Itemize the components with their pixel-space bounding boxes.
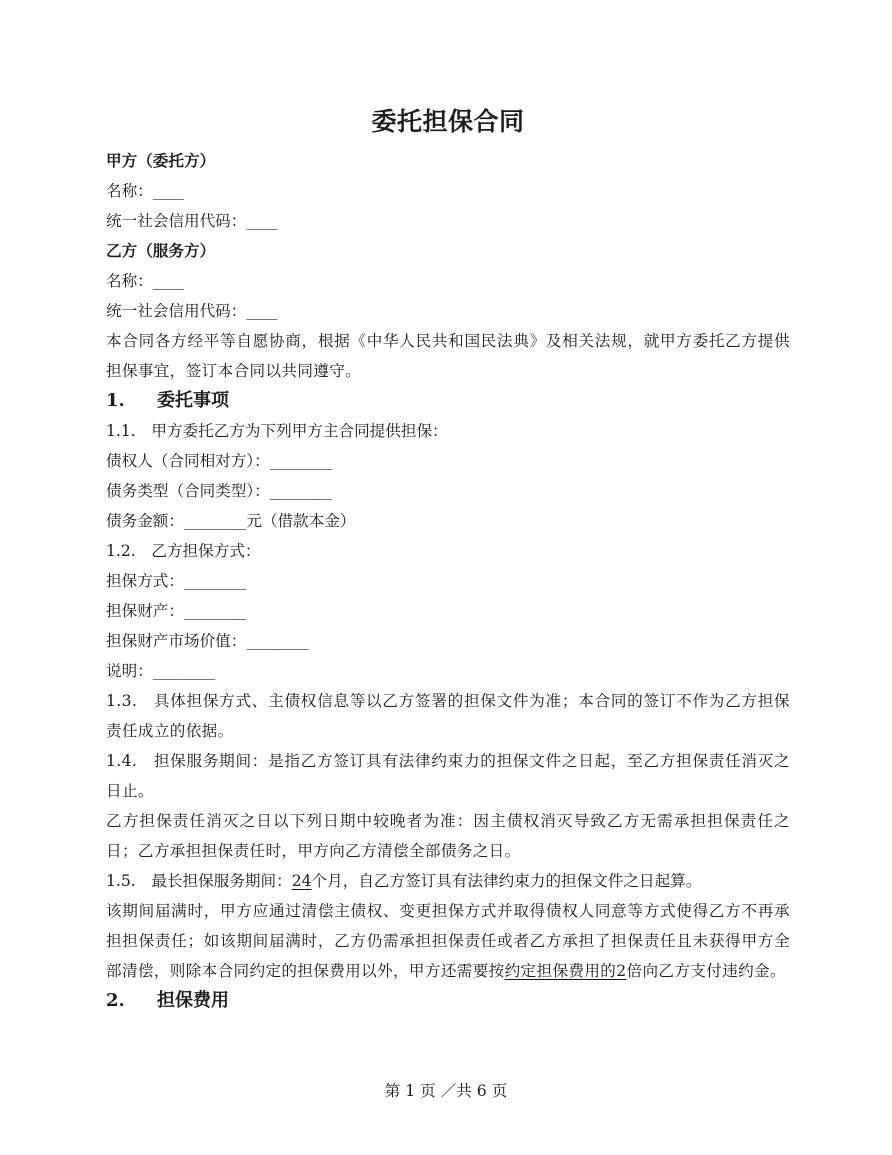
party-b-name: 名称：____ xyxy=(106,272,184,290)
clause-1-5 xyxy=(106,866,790,896)
clause-1-4-extra: 乙方担保责任消灭之日以下列日期中较晚者为准：因主债权消灭导致乙方无需承担担保责任之日；乙方承担担保责任时，甲方向乙方清偿全部债务之日。 xyxy=(106,812,790,860)
section-2-title: 担保费用 xyxy=(157,990,229,1011)
party-a-heading: 甲方（委托方） xyxy=(106,151,216,170)
section-2-number: 2. xyxy=(106,990,125,1011)
document-body xyxy=(106,146,790,1016)
clause-1-5-para-b: 倍向乙方支付违约金。 xyxy=(626,962,786,980)
document-title: 委托担保合同 xyxy=(371,107,525,136)
party-b-heading: 乙方（服务方） xyxy=(106,241,216,260)
clause-1-5-para-underlined: 约定担保费用的2 xyxy=(504,962,627,980)
party-b-credit-code: 统一社会信用代码：____ xyxy=(106,302,278,320)
clause-1-5-prefix: 1.5. 最长担保服务期间： xyxy=(106,872,292,890)
debt-amount-field: 债务金额：________元（借款本金） xyxy=(106,512,356,530)
clause-1-3: 1.3. 具体担保方式、主债权信息等以乙方签署的担保文件为准；本合同的签订不作为乙方担保责任成立的依据。 xyxy=(106,692,790,740)
section-1-number: 1. xyxy=(106,390,125,411)
section-2-heading xyxy=(106,986,790,1016)
clause-1-5-months: 24 xyxy=(291,872,312,890)
page-footer: 第 1 页 ／共 6 页 xyxy=(384,1082,508,1100)
section-1-heading xyxy=(106,386,790,416)
clause-1-4: 1.4. 担保服务期间：是指乙方签订具有法律约束力的担保文件之日起，至乙方担保责任消灭之日止。 xyxy=(106,752,790,800)
section-1-title: 委托事项 xyxy=(157,390,229,411)
preamble-paragraph: 本合同各方经平等自愿协商，根据《中华人民共和国民法典》及相关法规，就甲方委托乙方提供担保事宜，签订本合同以共同遵守。 xyxy=(106,332,790,380)
guarantee-property-field: 担保财产：________ xyxy=(106,602,247,620)
clause-1-1: 1.1. 甲方委托乙方为下列甲方主合同提供担保： xyxy=(106,422,448,440)
party-a-name: 名称：____ xyxy=(106,182,184,200)
clause-1-2: 1.2. 乙方担保方式： xyxy=(106,542,261,560)
guarantee-method-field: 担保方式：________ xyxy=(106,572,247,590)
note-field: 说明：________ xyxy=(106,662,216,680)
clause-1-5-para-a: 该期间届满时，甲方应通过清偿主债权、变更担保方式并取得债权人同意等方式使得乙方不再承担担保责任；如该期间届满时，乙方仍需承担担保责任或者乙方承担了担保责任且未获得甲方全部清偿，则除本合同约定的担保费用以外，甲方还需要按 xyxy=(106,902,790,980)
clause-1-5-suffix: 个月，自乙方签订具有法律约束力的担保文件之日起算。 xyxy=(311,872,702,890)
debt-type-field: 债务类型（合同类型）：________ xyxy=(106,482,333,500)
party-a-credit-code: 统一社会信用代码：____ xyxy=(106,212,278,230)
clause-1-5-paragraph xyxy=(106,896,790,986)
property-value-field: 担保财产市场价值：________ xyxy=(106,632,309,650)
creditor-field: 债权人（合同相对方）：________ xyxy=(106,452,333,470)
